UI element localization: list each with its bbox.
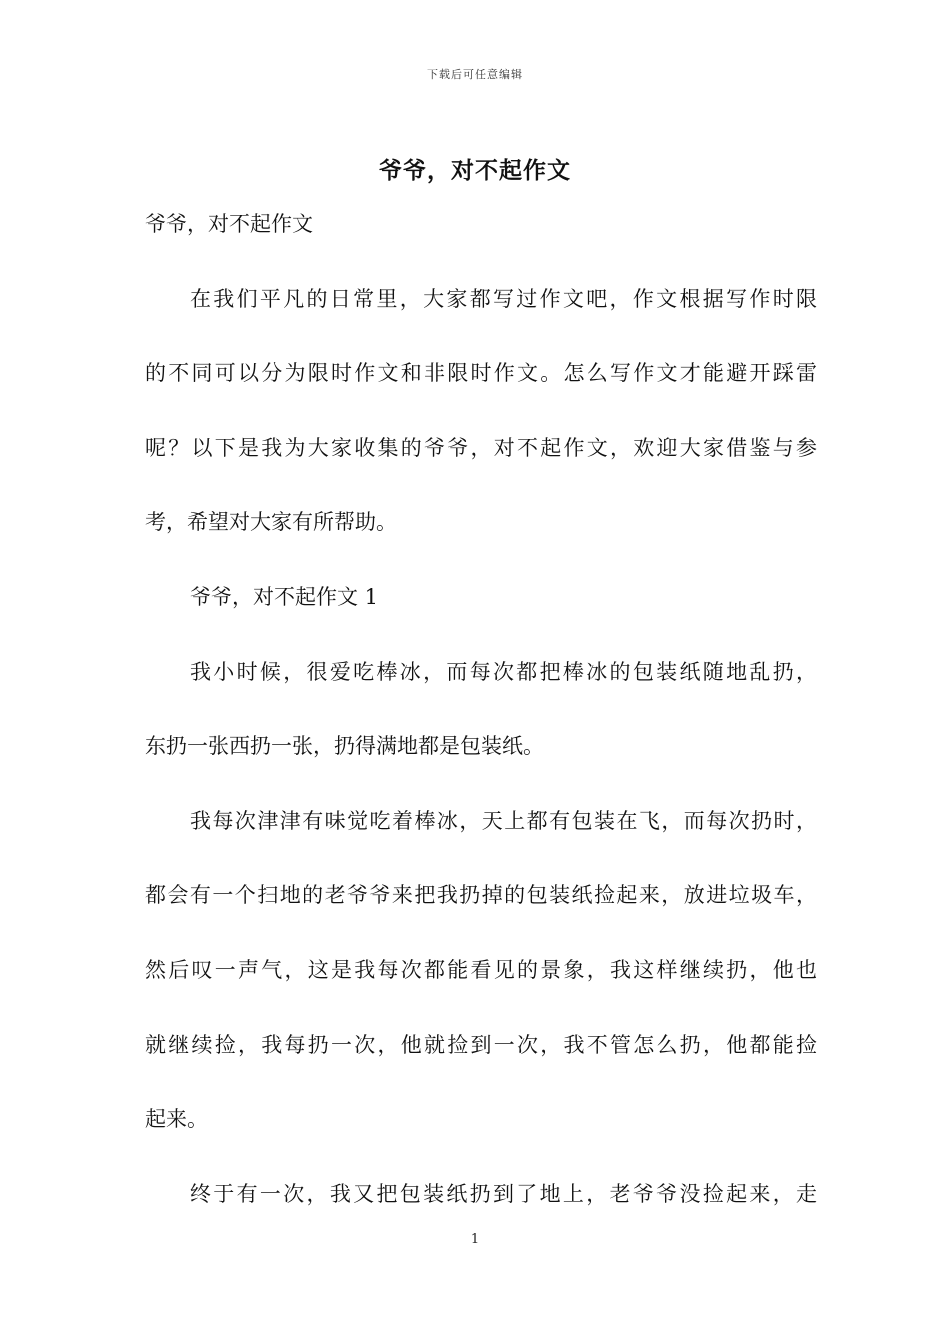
paragraph-line: 东扔一张西扔一张，扔得满地都是包装纸。 xyxy=(145,734,544,759)
paragraph-line: 呢？以下是我为大家收集的爷爷，对不起作文，欢迎大家借鉴与参 xyxy=(145,435,817,460)
paragraph-line: 考，希望对大家有所帮助。 xyxy=(145,510,397,535)
subtitle-line: 爷爷，对不起作文 xyxy=(145,212,313,236)
paragraph-line: 就继续捡，我每扔一次，他就捡到一次，我不管怎么扔，他都能捡 xyxy=(145,1032,817,1057)
paragraph-line: 终于有一次，我又把包装纸扔到了地上，老爷爷没捡起来，走 xyxy=(190,1181,817,1206)
document-title: 爷爷，对不起作文 xyxy=(379,157,571,184)
page-header: 下载后可任意编辑 xyxy=(427,68,523,81)
section-heading: 爷爷，对不起作文 1 xyxy=(190,584,379,609)
paragraph-line: 然后叹一声气，这是我每次都能看见的景象，我这样继续扔，他也 xyxy=(145,957,817,982)
paragraph-line: 我小时候，很爱吃棒冰，而每次都把棒冰的包装纸随地乱扔， xyxy=(190,659,817,684)
paragraph-line: 都会有一个扫地的老爷爷来把我扔掉的包装纸捡起来，放进垃圾车， xyxy=(145,883,817,908)
paragraph-line: 起来。 xyxy=(145,1107,208,1132)
page-number: 1 xyxy=(470,1232,480,1247)
paragraph-line: 的不同可以分为限时作文和非限时作文。怎么写作文才能避开踩雷 xyxy=(145,361,817,386)
paragraph-line: 我每次津津有味觉吃着棒冰，天上都有包装在飞，而每次扔时， xyxy=(190,808,817,833)
document-body xyxy=(145,202,817,1246)
paragraph-line: 在我们平凡的日常里，大家都写过作文吧，作文根据写作时限 xyxy=(190,286,817,311)
